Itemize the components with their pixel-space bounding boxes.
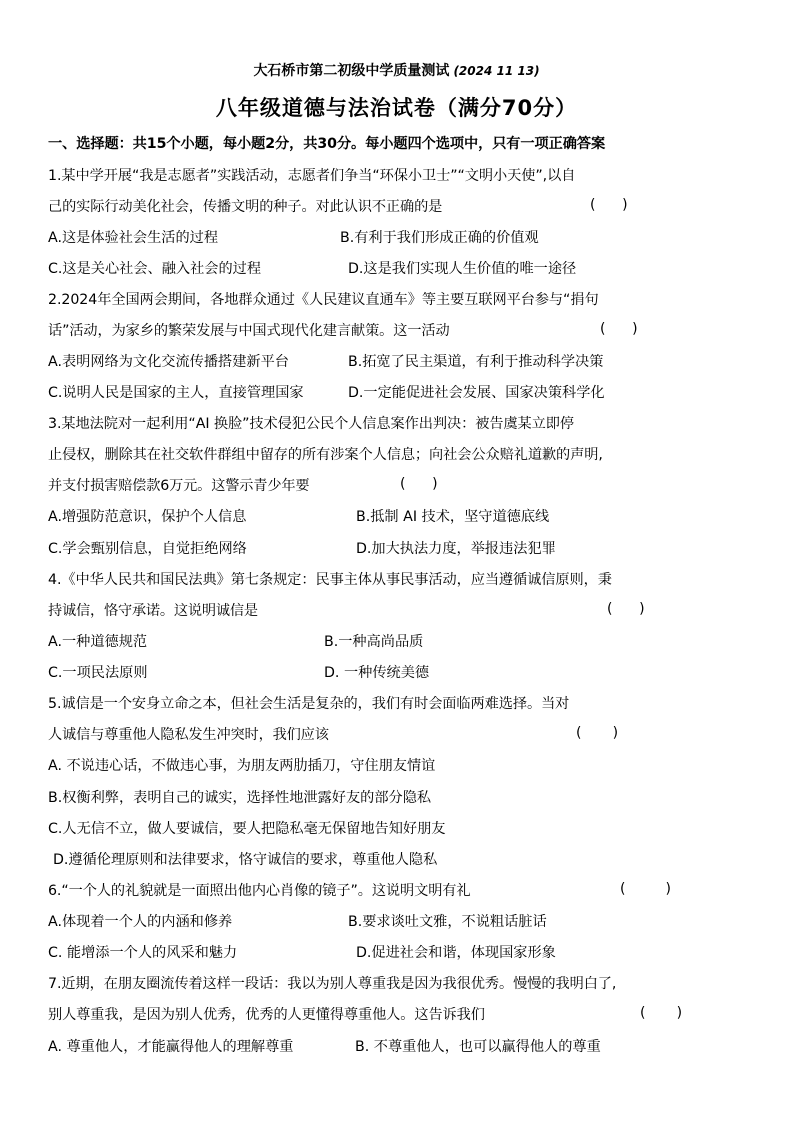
question-2-answer-paren: ( ) xyxy=(600,321,638,337)
question-4-option-d: D. 一种传统美德 xyxy=(324,665,430,681)
question-2-option-a: A.表明网络为文化交流传播搭建新平台 xyxy=(48,354,289,370)
question-7-option-b: B. 不尊重他人，也可以赢得他人的尊重 xyxy=(355,1039,601,1055)
question-1-option-c: C.这是关心社会、融入社会的过程 xyxy=(48,261,262,277)
question-1-option-a: A.这是体验社会生活的过程 xyxy=(48,230,219,246)
question-5-line-1: 5.诚信是一个安身立命之本，但社会生活是复杂的，我们有时会面临两难选择。当对 xyxy=(48,696,570,712)
question-6-option-d: D.促进社会和谐，体现国家形象 xyxy=(356,945,556,961)
question-2-line-2: 话”活动，为家乡的繁荣发展与中国式现代化建言献策。这一活动 xyxy=(48,323,450,339)
question-5-option-c: C.人无信不立，做人要诚信，要人把隐私毫无保留地告知好朋友 xyxy=(48,821,446,837)
question-7-answer-paren: ( ) xyxy=(640,1005,683,1021)
question-3-option-b: B.抵制 AI 技术，坚守道德底线 xyxy=(356,509,550,525)
question-6-option-a: A.体现着一个人的内涵和修养 xyxy=(48,914,233,930)
question-1-option-b: B.有利于我们形成正确的价值观 xyxy=(340,230,539,246)
school-name: 大石桥市第二初级中学质量测试 xyxy=(253,63,450,79)
question-6-line-1: 6.“一个人的礼貌就是一面照出他内心肖像的镜子”。这说明文明有礼 xyxy=(48,883,471,899)
exam-title: 八年级道德与法治试卷（满分70分） xyxy=(215,96,578,120)
question-3-answer-paren: ( ) xyxy=(400,476,438,492)
school-header xyxy=(0,60,793,80)
question-5-option-d: D.遵循伦理原则和法律要求，恪守诚信的要求，尊重他人隐私 xyxy=(53,852,438,868)
question-5-answer-paren: ( ) xyxy=(576,725,619,741)
question-4-option-b: B.一种高尚品质 xyxy=(324,634,424,650)
question-1-line-2: 己的实际行动美化社会，传播文明的种子。对此认识不正确的是 xyxy=(48,199,443,215)
question-6-option-b: B.要求谈吐文雅，不说粗话脏话 xyxy=(348,914,547,930)
section-heading: 一、选择题：共15个小题，每小题2分，共30分。每小题四个选项中，只有一项正确答案 xyxy=(48,136,606,152)
question-5-option-b: B.权衡利弊，表明自己的诚实，选择性地泄露好友的部分隐私 xyxy=(48,790,432,806)
question-1-option-d: D.这是我们实现人生价值的唯一途径 xyxy=(348,261,577,277)
question-2-option-b: B.拓宽了民主渠道，有利于推动科学决策 xyxy=(348,354,604,370)
question-5-option-a: A. 不说违心话，不做违心事，为朋友两肋插刀，守住朋友情谊 xyxy=(48,758,436,774)
question-3-line-2: 止侵权，删除其在社交软件群组中留存的所有涉案个人信息；向社会公众赔礼道歉的声明, xyxy=(48,447,603,463)
question-4-line-1: 4.《中华人民共和国民法典》第七条规定：民事主体从事民事活动，应当遵循诚信原则，秉 xyxy=(48,572,612,588)
question-3-option-d: D.加大执法力度，举报违法犯罪 xyxy=(356,541,556,557)
question-4-line-2: 持诚信，恪守承诺。这说明诚信是 xyxy=(48,603,258,619)
question-2-line-1: 2.2024年全国两会期间，各地群众通过《人民建议直通车》等主要互联网平台参与“捐句 xyxy=(48,292,599,308)
question-6-option-c: C. 能增添一个人的风采和魅力 xyxy=(48,945,238,961)
question-7-line-2: 别人尊重我，是因为别人优秀，优秀的人更懂得尊重他人。这告诉我们 xyxy=(48,1007,485,1023)
question-3-line-1: 3.某地法院对一起利用“AI 换脸”技术侵犯公民个人信息案作出判决：被告虞某立即停 xyxy=(48,416,575,432)
question-7-line-1: 7.近期，在朋友圈流传着这样一段话：我以为别人尊重我是因为我很优秀。慢慢的我明白了, xyxy=(48,976,617,992)
question-4-answer-paren: ( ) xyxy=(607,601,645,617)
question-5-line-2: 人诚信与尊重他人隐私发生冲突时，我们应该 xyxy=(48,727,329,743)
question-1-answer-paren: ( ) xyxy=(590,197,628,213)
question-4-option-a: A.一种道德规范 xyxy=(48,634,148,650)
question-6-answer-paren: ( ) xyxy=(620,881,671,897)
question-7-option-a: A. 尊重他人，才能赢得他人的理解尊重 xyxy=(48,1039,294,1055)
question-3-option-c: C.学会甄别信息，自觉拒绝网络 xyxy=(48,541,247,557)
question-4-option-c: C.一项民法原则 xyxy=(48,665,148,681)
question-2-option-c: C.说明人民是国家的主人，直接管理国家 xyxy=(48,385,304,401)
question-1-line-1: 1.某中学开展“我是志愿者”实践活动，志愿者们争当“环保小卫士”“文明小天使”,以自 xyxy=(48,168,576,184)
question-3-line-3: 并支付损害赔偿款6万元。这警示青少年要 xyxy=(48,478,310,494)
exam-date: (2024 11 13) xyxy=(453,64,540,78)
question-3-option-a: A.增强防范意识，保护个人信息 xyxy=(48,509,247,525)
question-2-option-d: D.一定能促进社会发展、国家决策科学化 xyxy=(348,385,605,401)
